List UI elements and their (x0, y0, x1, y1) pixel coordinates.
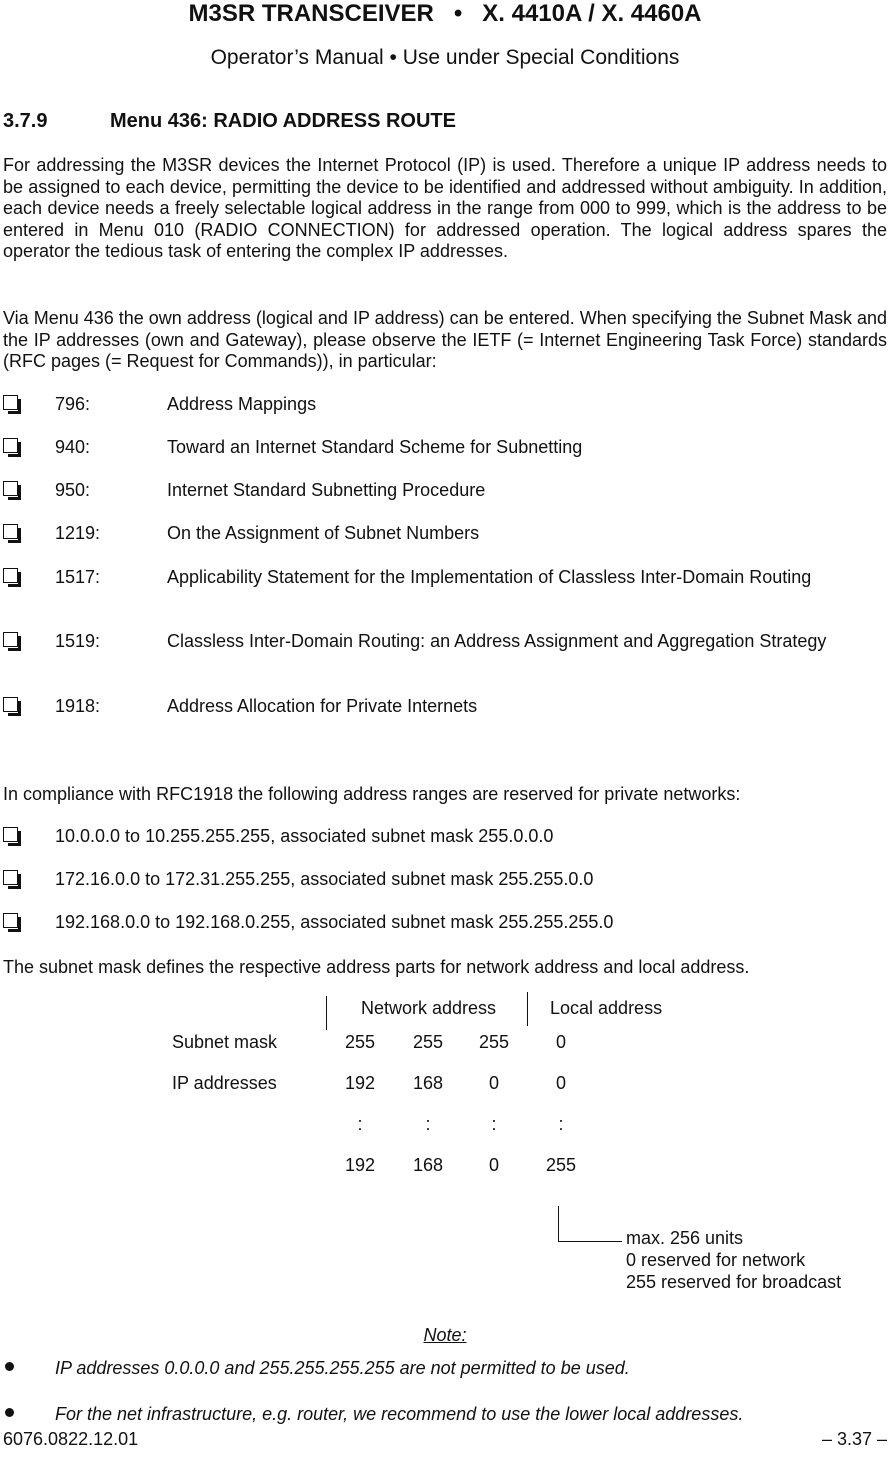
bullet-icon (5, 1362, 14, 1371)
rfc-description: Applicability Statement for the Implementation of Classless Inter-Domain Routing (167, 567, 812, 587)
rfc-number: 950: (55, 480, 91, 500)
octet-value: 255 (344, 1032, 376, 1052)
checkbox-bullet-icon (3, 827, 21, 845)
checkbox-bullet-icon (3, 524, 21, 542)
checkbox-bullet-icon (3, 438, 21, 456)
compliance-paragraph: In compliance with RFC1918 the following address ranges are reserved for private networks: (3, 784, 741, 804)
rfc-description: Address Allocation for Private Internets (167, 696, 478, 716)
checkbox-bullet-icon (3, 870, 21, 888)
callout-line (558, 1241, 622, 1242)
rfc-number: 1519: (55, 631, 101, 651)
section-number: 3.7.9 (3, 110, 48, 132)
rfc-description: Classless Inter-Domain Routing: an Address Assignment and Aggregation Strategy (167, 631, 827, 651)
page-number: – 3.37 – (821, 1429, 887, 1449)
octet-value: 192 (344, 1155, 376, 1175)
subnet-paragraph: The subnet mask defines the respective address parts for network address and local address. (3, 957, 750, 977)
row-label: IP addresses (172, 1073, 277, 1093)
octet-value: 0 (488, 1073, 499, 1093)
rfc-description: Internet Standard Subnetting Procedure (167, 480, 486, 500)
section-title: Menu 436: RADIO ADDRESS ROUTE (110, 110, 456, 132)
note-text: IP addresses 0.0.0.0 and 255.255.255.255 are not permitted to be used. (55, 1358, 630, 1378)
octet-value: 168 (412, 1155, 444, 1175)
octet-value: 255 (412, 1032, 444, 1052)
document-number: 6076.0822.12.01 (3, 1429, 139, 1449)
octet-value: 255 (478, 1032, 510, 1052)
checkbox-bullet-icon (3, 481, 21, 499)
rfc-description: Address Mappings (167, 394, 317, 414)
octet-value: 192 (344, 1073, 376, 1093)
divider-line (326, 996, 327, 1030)
callout-text: 255 reserved for broadcast (626, 1272, 842, 1292)
rfc-number: 1517: (55, 567, 101, 587)
rfc-number: 1918: (55, 696, 101, 716)
octet-value: : (491, 1114, 497, 1134)
divider-line (527, 992, 528, 1026)
octet-value: : (357, 1114, 363, 1134)
octet-value: : (425, 1114, 431, 1134)
note-text: For the net infrastructure, e.g. router, we recommend to use the lower local addresses. (55, 1404, 744, 1424)
callout-text: max. 256 units (626, 1228, 744, 1248)
address-range: 192.168.0.0 to 192.168.0.255, associated subnet mask 255.255.255.0 (55, 912, 614, 932)
octet-value: 255 (545, 1155, 577, 1175)
bullet-icon (5, 1408, 14, 1417)
rfc-number: 940: (55, 437, 91, 457)
callout-line (558, 1206, 559, 1242)
rfc-number: 796: (55, 394, 91, 414)
local-address-label: Local address (550, 998, 663, 1018)
header-subtitle: Operator’s Manual • Use under Special Conditions (210, 46, 680, 69)
network-address-label: Network address (361, 998, 497, 1018)
intro-paragraph: For addressing the M3SR devices the Internet Protocol (IP) is used. Therefore a unique IP address needs to be assigned to each device, permitting the device to be identified and addressed without ambiguity. In addition, each device needs a freely selectable logical address in the range from 000 to 999, which is the address to be entered in Menu 010 (RADIO CONNECTION) for addressed operation. The logical address spares the operator the tedious task of entering the complex IP addresses. (3, 155, 887, 261)
octet-value: : (558, 1114, 564, 1134)
row-label: Subnet mask (172, 1032, 278, 1052)
octet-value: 0 (555, 1032, 566, 1052)
rfc-description: Toward an Internet Standard Scheme for Subnetting (167, 437, 583, 457)
callout-text: 0 reserved for network (626, 1250, 806, 1270)
address-range: 172.16.0.0 to 172.31.255.255, associated subnet mask 255.255.0.0 (55, 869, 594, 889)
checkbox-bullet-icon (3, 632, 21, 650)
checkbox-bullet-icon (3, 395, 21, 413)
note-title: Note: (423, 1325, 467, 1345)
header-title: M3SR TRANSCEIVER • X. 4410A / X. 4460A (188, 0, 702, 27)
octet-value: 0 (488, 1155, 499, 1175)
ietf-paragraph: Via Menu 436 the own address (logical and IP address) can be entered. When specifying the Subnet Mask and the IP addresses (own and Gateway), please observe the IETF (= Internet Engineering Task Force) standards (RFC pages (= Request for Commands)), in particular: (3, 308, 887, 371)
rfc-number: 1219: (55, 523, 101, 543)
rfc-description: On the Assignment of Subnet Numbers (167, 523, 480, 543)
checkbox-bullet-icon (3, 913, 21, 931)
octet-value: 0 (555, 1073, 566, 1093)
address-range: 10.0.0.0 to 10.255.255.255, associated subnet mask 255.0.0.0 (55, 826, 554, 846)
checkbox-bullet-icon (3, 568, 21, 586)
checkbox-bullet-icon (3, 697, 21, 715)
octet-value: 168 (412, 1073, 444, 1093)
